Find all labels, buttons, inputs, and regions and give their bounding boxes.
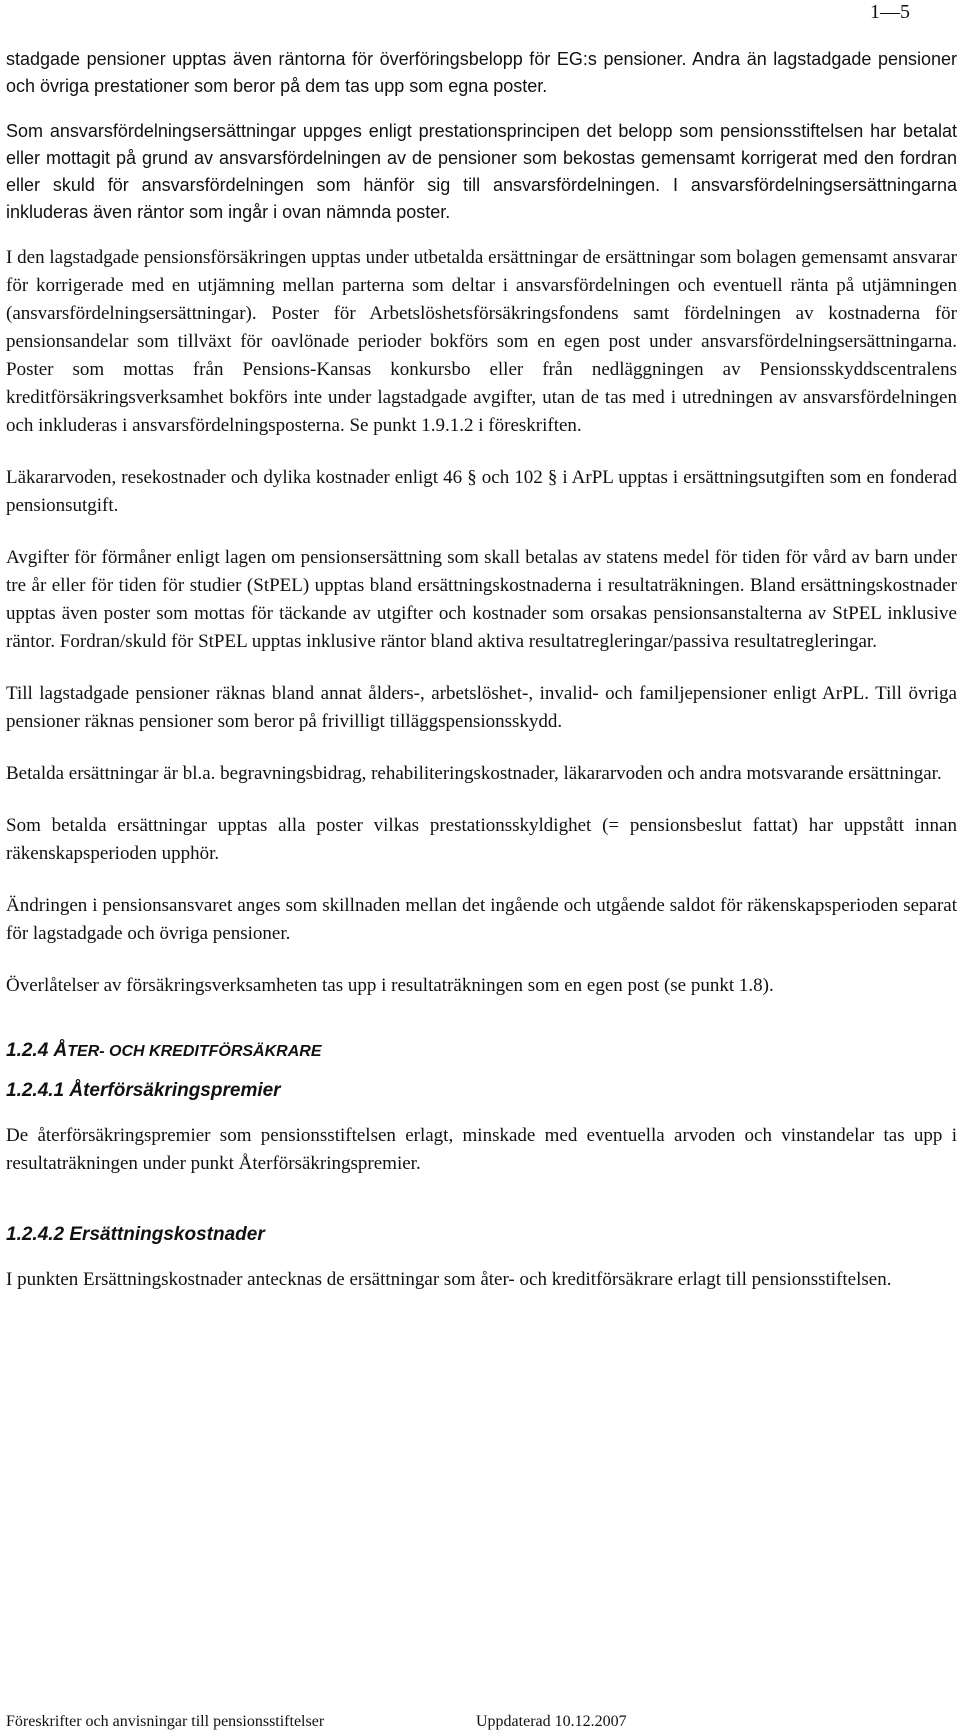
paragraph: Som betalda ersättningar upptas alla poster vilkas prestationsskyldighet (= pensionsbeslut fattat) har uppstått innan räkenskapsperioden upphör. <box>6 815 957 864</box>
paragraph: Betalda ersättningar är bl.a. begravningsbidrag, rehabiliteringskostnader, läkararvoden och andra motsvarande ersättningar. <box>6 763 942 784</box>
paragraph: I punkten Ersättningskostnader antecknas de ersättningar som åter- och kreditförsäkrare erlagt till pensionsstiftelsen. <box>6 1269 892 1290</box>
paragraph: Läkararvoden, resekostnader och dylika kostnader enligt 46 § och 102 § i ArPL upptas i ersättningsutgiften som en fonderad pensionsutgift. <box>6 467 957 516</box>
footer-title: Föreskrifter och anvisningar till pensionsstiftelser <box>6 1713 325 1730</box>
paragraph: De återförsäkringspremier som pensionsstiftelsen erlagt, minskade med eventuella arvoden och vinstandelar tas upp i resultaträkningen under punkt Återförsäkringspremier. <box>6 1125 957 1174</box>
document-body <box>6 46 957 1318</box>
subsection-heading-claims-costs: 1.2.4.2 Ersättningskostnader <box>6 1224 265 1245</box>
section-title-initial: Å <box>53 1040 68 1061</box>
subsection-heading-reinsurance-premiums: 1.2.4.1 Återförsäkringspremier <box>6 1080 281 1101</box>
section-number: 1.2.4 <box>6 1040 49 1061</box>
paragraph: Till lagstadgade pensioner räknas bland annat ålders-, arbetslöshet-, invalid- och familjepensioner enligt ArPL. Till övriga pensioner räknas pensioner som beror på frivilligt tilläggspensionsskydd. <box>6 683 957 732</box>
page-number: 1—5 <box>870 1 910 23</box>
paragraph: stadgade pensioner upptas även räntorna för överföringsbelopp för EG:s pensioner. Andra än lagstadgade pensioner och övriga prestationer som beror på dem tas upp som egna poster. <box>6 49 957 96</box>
section-title: TER- OCH KREDITFÖRSÄKRARE <box>67 1043 322 1060</box>
footer-updated-date: Uppdaterad 10.12.2007 <box>476 1713 627 1730</box>
section-heading <box>6 1040 957 1062</box>
paragraph: Ändringen i pensionsansvaret anges som skillnaden mellan det ingående och utgående saldot för räkenskapsperioden separat för lagstadgade och övriga pensioner. <box>6 895 957 944</box>
paragraph: Avgifter för förmåner enligt lagen om pensionsersättning som skall betalas av statens medel för tiden för vård av barn under tre år eller för tiden för studier (StPEL) upptas bland ersättningskostnaderna i resultaträkningen. Bland ersättningskostnader upptas även poster som mottas för täckande av utgifter och kostnader som orsakas pensionsanstalterna av StPEL inklusive räntor. Fordran/skuld för StPEL upptas inklusive räntor bland aktiva resultatregleringar/passiva resultatregleringar. <box>6 547 957 652</box>
paragraph: I den lagstadgade pensionsförsäkringen upptas under utbetalda ersättningar de ersättningar som bolagen gemensamt ansvarar för korrigerade med en utjämning mellan parterna som deltar i ansvarsfördelningen och eventuell ränta på utjämningen (ansvarsfördelningsersättningar). Poster för Arbetslöshetsförsäkringsfondens samt fördelningen av kostnaderna för pensionsandelar som tillväxt för oavlönade perioder bokförs som en egen post under ansvarsfördelningsersättningarna. Poster som mottas från Pensions-Kansas konkursbo eller från nedläggningen av Pensionsskyddscentralens kreditförsäkringsverksamhet bokförs inte under lagstadgade avgifter, utan de tas med i utredningen av ansvarsfördelningen och inkluderas i ansvarsfördelningsposterna. Se punkt 1.9.1.2 i föreskriften. <box>6 247 957 436</box>
paragraph: Överlåtelser av försäkringsverksamheten tas upp i resultaträkningen som en egen post (se punkt 1.8). <box>6 975 774 996</box>
paragraph: Som ansvarsfördelningsersättningar uppges enligt prestationsprincipen det belopp som pensionsstiftelsen har betalat eller mottagit på grund av ansvarsfördelningen av de pensioner som bekostas gemensamt korrigerat med den fordran eller skuld för ansvarsfördelningen som hänför sig till ansvarsfördelningen. I ansvarsfördelningsersättningarna inkluderas även räntor som ingår i ovan nämnda poster. <box>6 121 957 222</box>
